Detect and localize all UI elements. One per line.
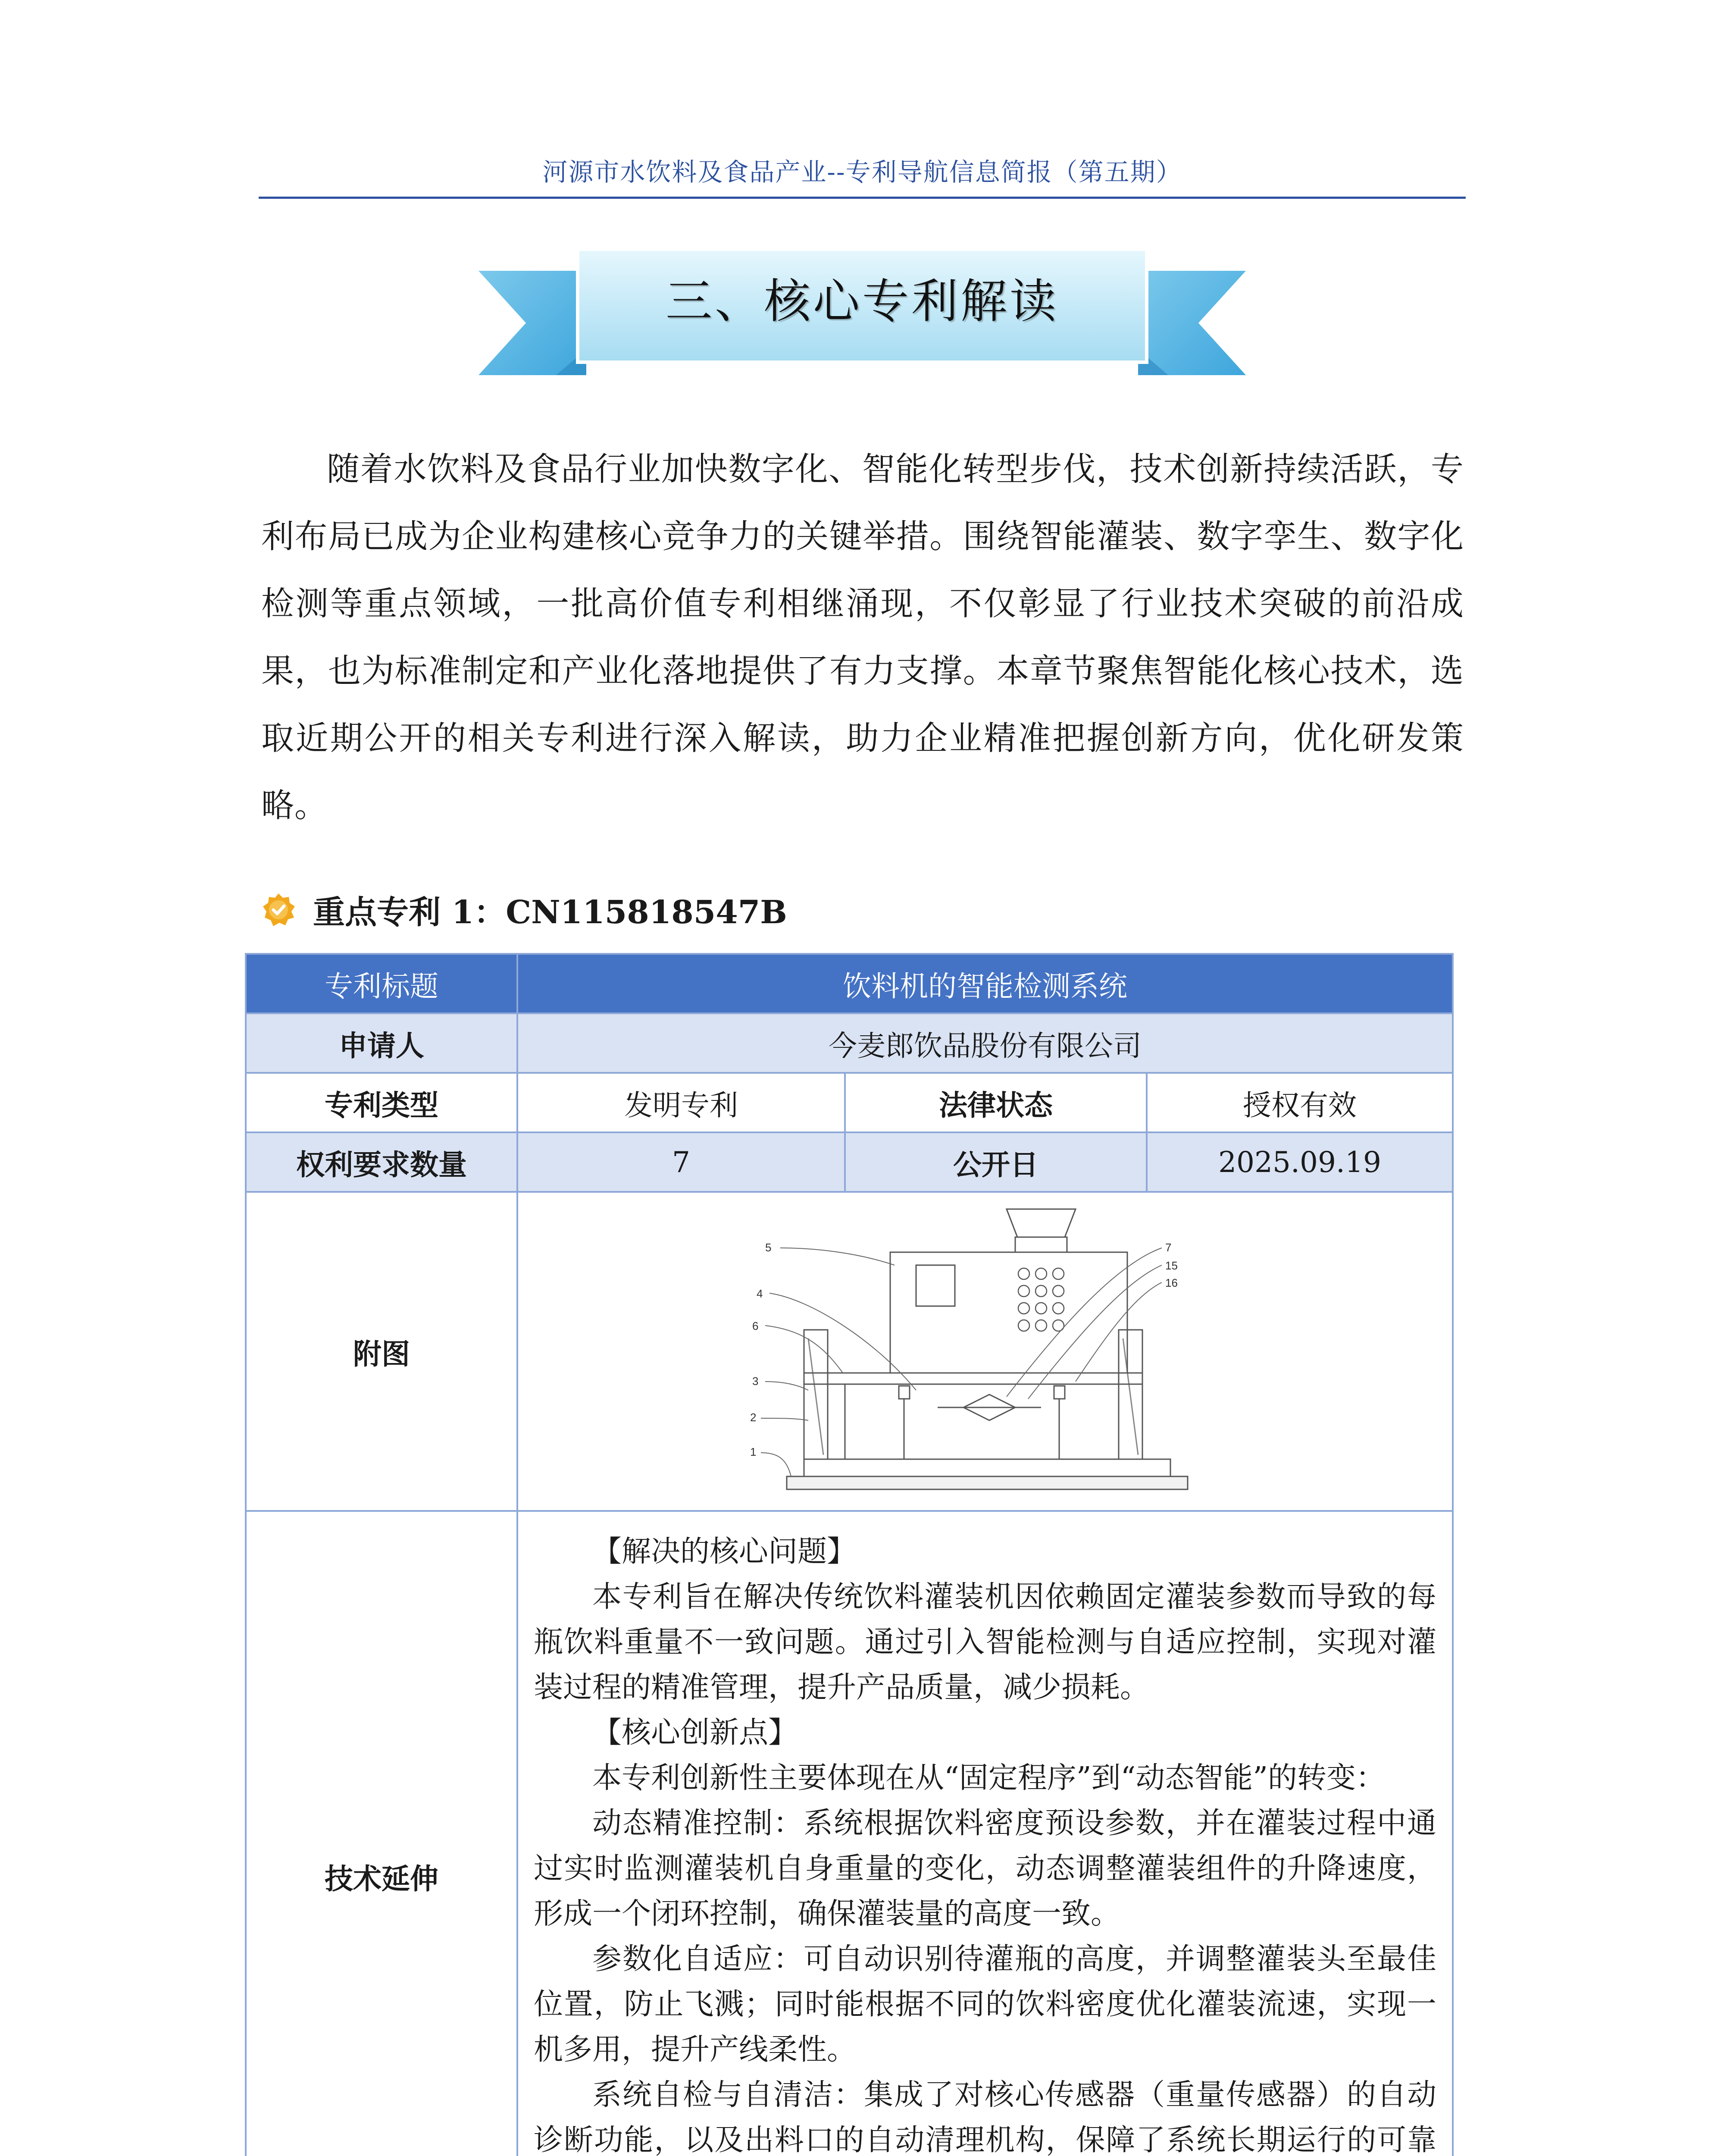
table-row bbox=[246, 1073, 1453, 1132]
callout-label: 15 bbox=[1165, 1259, 1178, 1272]
patent-title-value: 饮料机的智能检测系统 bbox=[517, 954, 1453, 1013]
claims-count-label: 权利要求数量 bbox=[246, 1132, 517, 1192]
table-row bbox=[246, 1192, 1453, 1511]
patent-table bbox=[245, 953, 1454, 2156]
section-title: 三、核心专利解读 bbox=[665, 275, 1059, 329]
table-row bbox=[246, 1132, 1453, 1192]
callout-label: 2 bbox=[750, 1411, 757, 1424]
patent-drawing bbox=[748, 1200, 1222, 1502]
legal-status-label: 法律状态 bbox=[845, 1073, 1147, 1132]
tech-paragraph: 【核心创新点】 bbox=[592, 1716, 798, 1750]
patent-title-label: 专利标题 bbox=[246, 954, 517, 1013]
tech-paragraph: 本专利创新性主要体现在从“固定程序”到“动态智能”的转变： bbox=[592, 1761, 1386, 1795]
header-title: 河源市水饮料及食品产业--专利导航信息简报（第五期） bbox=[542, 157, 1182, 187]
tech-paragraph: 动态精准控制：系统根据饮料密度预设参数，并在灌装过程中通过实时监测灌装机自身重量的变化，动态调整灌装组件的升降速度，形成一个闭环控制，确保灌装量的高度一致。 bbox=[534, 1806, 1437, 1931]
applicant-label: 申请人 bbox=[246, 1013, 517, 1073]
figure-cell bbox=[517, 1192, 1453, 1511]
callout-label: 5 bbox=[765, 1241, 772, 1254]
patent-type-value: 发明专利 bbox=[517, 1073, 845, 1132]
callout-label: 7 bbox=[1165, 1241, 1172, 1254]
publication-date-label: 公开日 bbox=[845, 1132, 1147, 1192]
publication-date-value: 2025.09.19 bbox=[1147, 1132, 1453, 1192]
callout-label: 6 bbox=[752, 1319, 759, 1332]
callout-label: 3 bbox=[752, 1375, 759, 1388]
tech-paragraph: 本专利旨在解决传统饮料灌装机因依赖固定灌装参数而导致的每瓶饮料重量不一致问题。通过引入智能检测与自适应控制，实现对灌装过程的精准管理，提升产品质量，减少损耗。 bbox=[534, 1580, 1437, 1705]
key-patent-heading bbox=[261, 886, 787, 934]
callout-label: 1 bbox=[750, 1445, 757, 1458]
tech-paragraph: 【解决的核心问题】 bbox=[592, 1535, 857, 1569]
tech-paragraph: 系统自检与自清洁：集成了对核心传感器（重量传感器）的自动诊断功能，以及出料口的自动清理机构，保障了系统长期运行的可靠 bbox=[534, 2078, 1437, 2156]
callout-label: 16 bbox=[1165, 1276, 1178, 1289]
header-rule bbox=[259, 197, 1466, 199]
tech-extension-content bbox=[517, 1511, 1453, 2156]
claims-count-value: 7 bbox=[517, 1132, 845, 1192]
table-row bbox=[246, 1013, 1453, 1073]
intro-paragraph: 随着水饮料及食品行业加快数字化、智能化转型步伐，技术创新持续活跃，专利布局已成为企业构建核心竞争力的关键举措。围绕智能灌装、数字孪生、数字化检测等重点领域，一批高价值专利相继涌现，不仅彰显了行业技术突破的前沿成果，也为标准制定和产业化落地提供了有力支撑。本章节聚焦智能化核心技术，选取近期公开的相关专利进行深入解读，助力企业精准把握创新方向，优化研发策略。 bbox=[261, 450, 1464, 824]
tech-extension-label: 技术延伸 bbox=[246, 1511, 517, 2156]
patent-type-label: 专利类型 bbox=[246, 1073, 517, 1132]
check-badge-icon bbox=[261, 893, 296, 927]
legal-status-value: 授权有效 bbox=[1147, 1073, 1453, 1132]
table-row bbox=[246, 954, 1453, 1013]
tech-paragraph: 参数化自适应：可自动识别待灌瓶的高度，并调整灌装头至最佳位置，防止飞溅；同时能根据不同的饮料密度优化灌装流速，实现一机多用，提升产线柔性。 bbox=[534, 1942, 1437, 2067]
callout-label: 4 bbox=[757, 1287, 763, 1300]
figure-label: 附图 bbox=[246, 1192, 517, 1511]
key-patent-title: 重点专利 1：CN115818547B bbox=[313, 894, 787, 931]
applicant-value: 今麦郎饮品股份有限公司 bbox=[517, 1013, 1453, 1073]
table-row bbox=[246, 1511, 1453, 2156]
